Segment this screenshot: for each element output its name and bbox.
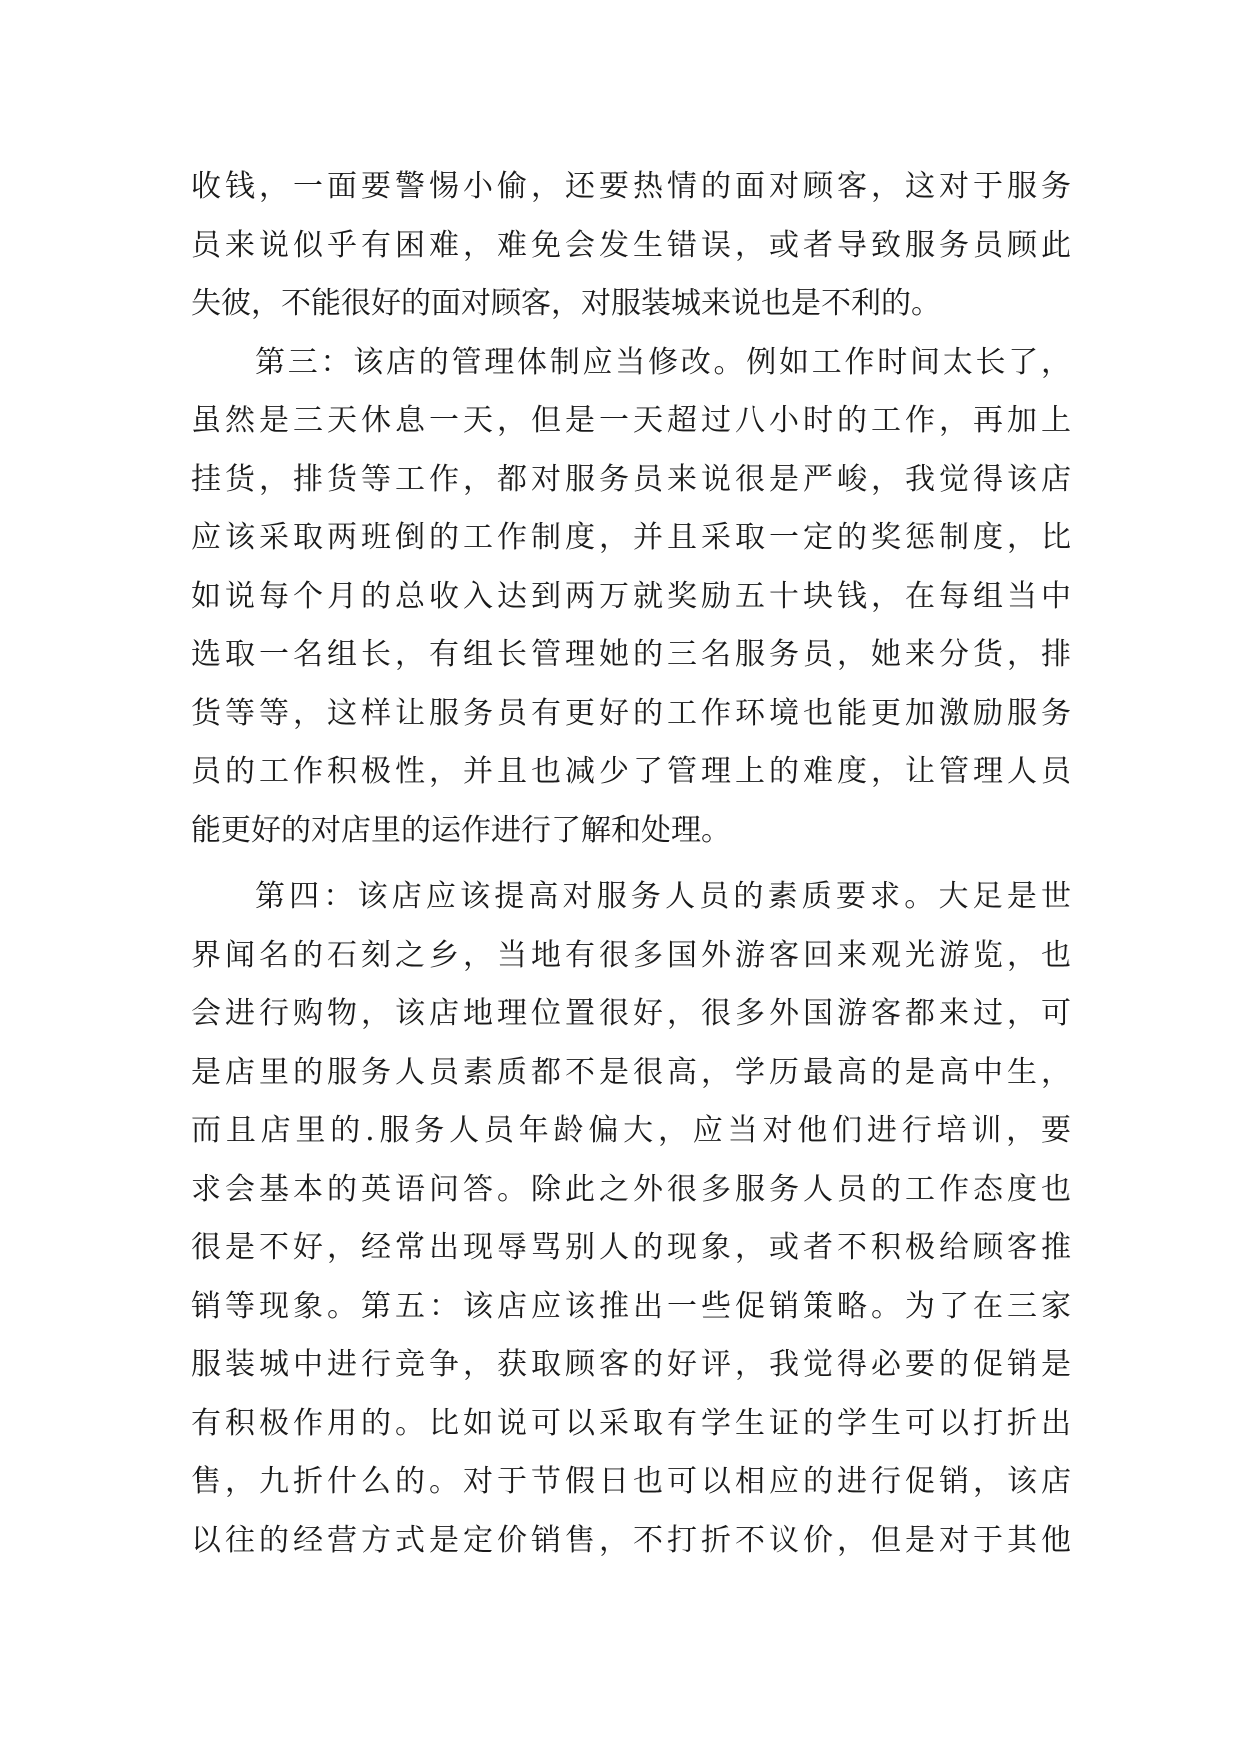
text-line: 员的工作积极性，并且也减少了管理上的难度，让管理人员 bbox=[191, 754, 1071, 789]
text-line: 有积极作用的。比如说可以采取有学生证的学生可以打折出 bbox=[191, 1405, 1071, 1441]
text-line: 挂货，排货等工作，都对服务员来说很是严峻，我觉得该店 bbox=[191, 461, 1071, 497]
paragraph-start-line: 第三：该店的管理体制应当修改。例如工作时间太长了， bbox=[255, 344, 1071, 380]
text-line: 如说每个月的总收入达到两万就奖励五十块钱，在每组当中 bbox=[191, 578, 1071, 614]
text-line: 会进行购物，该店地理位置很好，很多外国游客都来过，可 bbox=[191, 996, 1071, 1031]
text-line: 失彼，不能很好的面对顾客，对服装城来说也是不利的。 bbox=[191, 286, 941, 321]
paragraph-start-line: 第四：该店应该提高对服务人员的素质要求。大足是世 bbox=[255, 879, 1071, 914]
text-line: 应该采取两班倒的工作制度，并且采取一定的奖惩制度，比 bbox=[191, 520, 1071, 555]
text-line: 虽然是三天休息一天，但是一天超过八小时的工作，再加上 bbox=[191, 403, 1071, 438]
text-line: 以往的经营方式是定价销售，不打折不议价，但是对于其他 bbox=[191, 1522, 1071, 1558]
text-line: 能更好的对店里的运作进行了解和处理。 bbox=[191, 812, 731, 848]
text-line: 而且店里的.服务人员年龄偏大，应当对他们进行培训，要 bbox=[191, 1113, 1071, 1148]
text-line: 很是不好，经常出现辱骂别人的现象，或者不积极给顾客推 bbox=[191, 1230, 1071, 1265]
text-line: 收钱，一面要警惕小偷，还要热情的面对顾客，这对于服务 bbox=[191, 169, 1071, 204]
paragraph-gap bbox=[191, 860, 1071, 868]
text-line: 界闻名的石刻之乡，当地有很多国外游客回来观光游览，也 bbox=[191, 937, 1071, 973]
text-line: 销等现象。第五：该店应该推出一些促销策略。为了在三家 bbox=[191, 1288, 1071, 1324]
body-text bbox=[191, 158, 1071, 1570]
text-line: 货等等，这样让服务员有更好的工作环境也能更加激励服务 bbox=[191, 695, 1071, 731]
text-line: 售，九折什么的。对于节假日也可以相应的进行促销，该店 bbox=[191, 1464, 1071, 1499]
text-line: 是店里的服务人员素质都不是很高，学历最高的是高中生， bbox=[191, 1054, 1071, 1090]
text-line: 选取一名组长，有组长管理她的三名服务员，她来分货，排 bbox=[191, 637, 1071, 672]
text-line: 求会基本的英语问答。除此之外很多服务人员的工作态度也 bbox=[191, 1171, 1071, 1207]
text-line: 员来说似乎有困难，难免会发生错误，或者导致服务员顾此 bbox=[191, 227, 1071, 263]
text-line: 服装城中进行竞争，获取顾客的好评，我觉得必要的促销是 bbox=[191, 1347, 1071, 1382]
